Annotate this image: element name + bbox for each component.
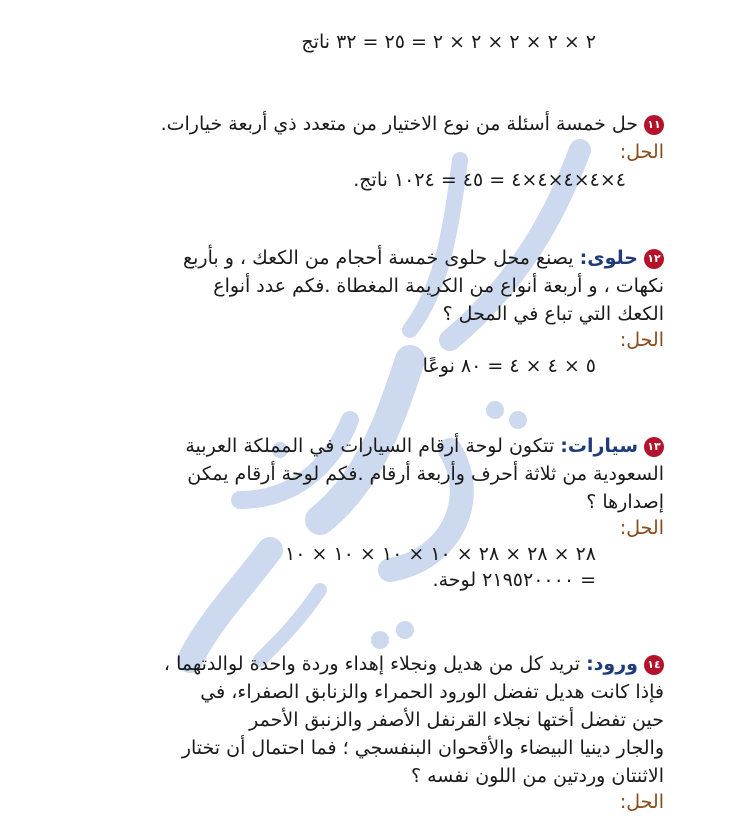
question-12-line-1 [183, 244, 664, 272]
question-13-answer-line-2: = ٢١٩٥٢٠٠٠٠ لوحة. [432, 569, 596, 591]
question-14-text: تريد كل من هديل ونجلاء إهداء وردة واحدة لوالدتهما ، [163, 653, 587, 675]
question-13-text: تتكون لوحة أرقام السيارات في المملكة العربية [185, 435, 561, 457]
question-13-line-3: إصدارها ؟ [586, 491, 664, 513]
solution-label: الحل: [619, 141, 664, 163]
question-11 [161, 110, 664, 138]
question-number-badge: ١٤ [644, 655, 664, 675]
question-11-answer: ٤×٤×٤×٤×٤ = ٤٥ = ١٠٢٤ ناتج. [353, 169, 626, 191]
question-13-line-1 [185, 432, 664, 460]
question-14-line-5: الاثنتان وردتين من اللون نفسه ؟ [411, 765, 664, 787]
watermark-logo [150, 120, 630, 680]
question-12-line-3: الكعك التي تباع في المحل ؟ [442, 303, 664, 325]
question-number-badge: ١١ [644, 115, 664, 135]
question-13-answer-line-1: ٢٨ × ٢٨ × ٢٨ × ١٠ × ١٠ × ١٠ × ١٠ [285, 543, 596, 565]
intro-equation: ٢ × ٢ × ٢ × ٢ × ٢ = ٢٥ = ٣٢ ناتج [301, 31, 596, 53]
question-number-badge: ١٣ [644, 437, 664, 457]
solution-label: الحل: [619, 517, 664, 539]
solution-label: الحل: [619, 329, 664, 351]
solution-label: الحل: [619, 791, 664, 813]
question-12-keyword: حلوى: [579, 247, 638, 269]
question-12-text: يصنع محل حلوى خمسة أحجام من الكعك ، و بأربع [183, 247, 580, 269]
question-14-keyword: ورود: [586, 653, 638, 675]
question-number-badge: ١٢ [644, 249, 664, 269]
question-14-line-4: والجار دينيا البيضاء والأقحوان البنفسجي ؛ فما احتمال أن تختار [181, 737, 664, 759]
question-12-line-2: نكهات ، و أربعة أنواع من الكريمة المغطاة .فكم عدد أنواع [213, 275, 664, 297]
question-14-line-2: فإذا كانت هديل تفضل الورود الحمراء والزنابق الصفراء، في [200, 681, 664, 703]
question-11-text: حل خمسة أسئلة من نوع الاختيار من متعدد ذي أربعة خيارات. [160, 113, 638, 135]
question-13-keyword: سيارات: [560, 435, 638, 457]
question-14-line-3: حين تفضل أختها نجلاء القرنفل الأصفر والزنبق الأحمر [249, 709, 664, 731]
question-14-line-1 [164, 650, 664, 678]
question-12-answer: ٥ × ٤ × ٤ = ٨٠ نوعًا [422, 355, 596, 377]
question-13-line-2: السعودية من ثلاثة أحرف وأربعة أرقام .فكم لوحة أرقام يمكن [187, 463, 664, 485]
